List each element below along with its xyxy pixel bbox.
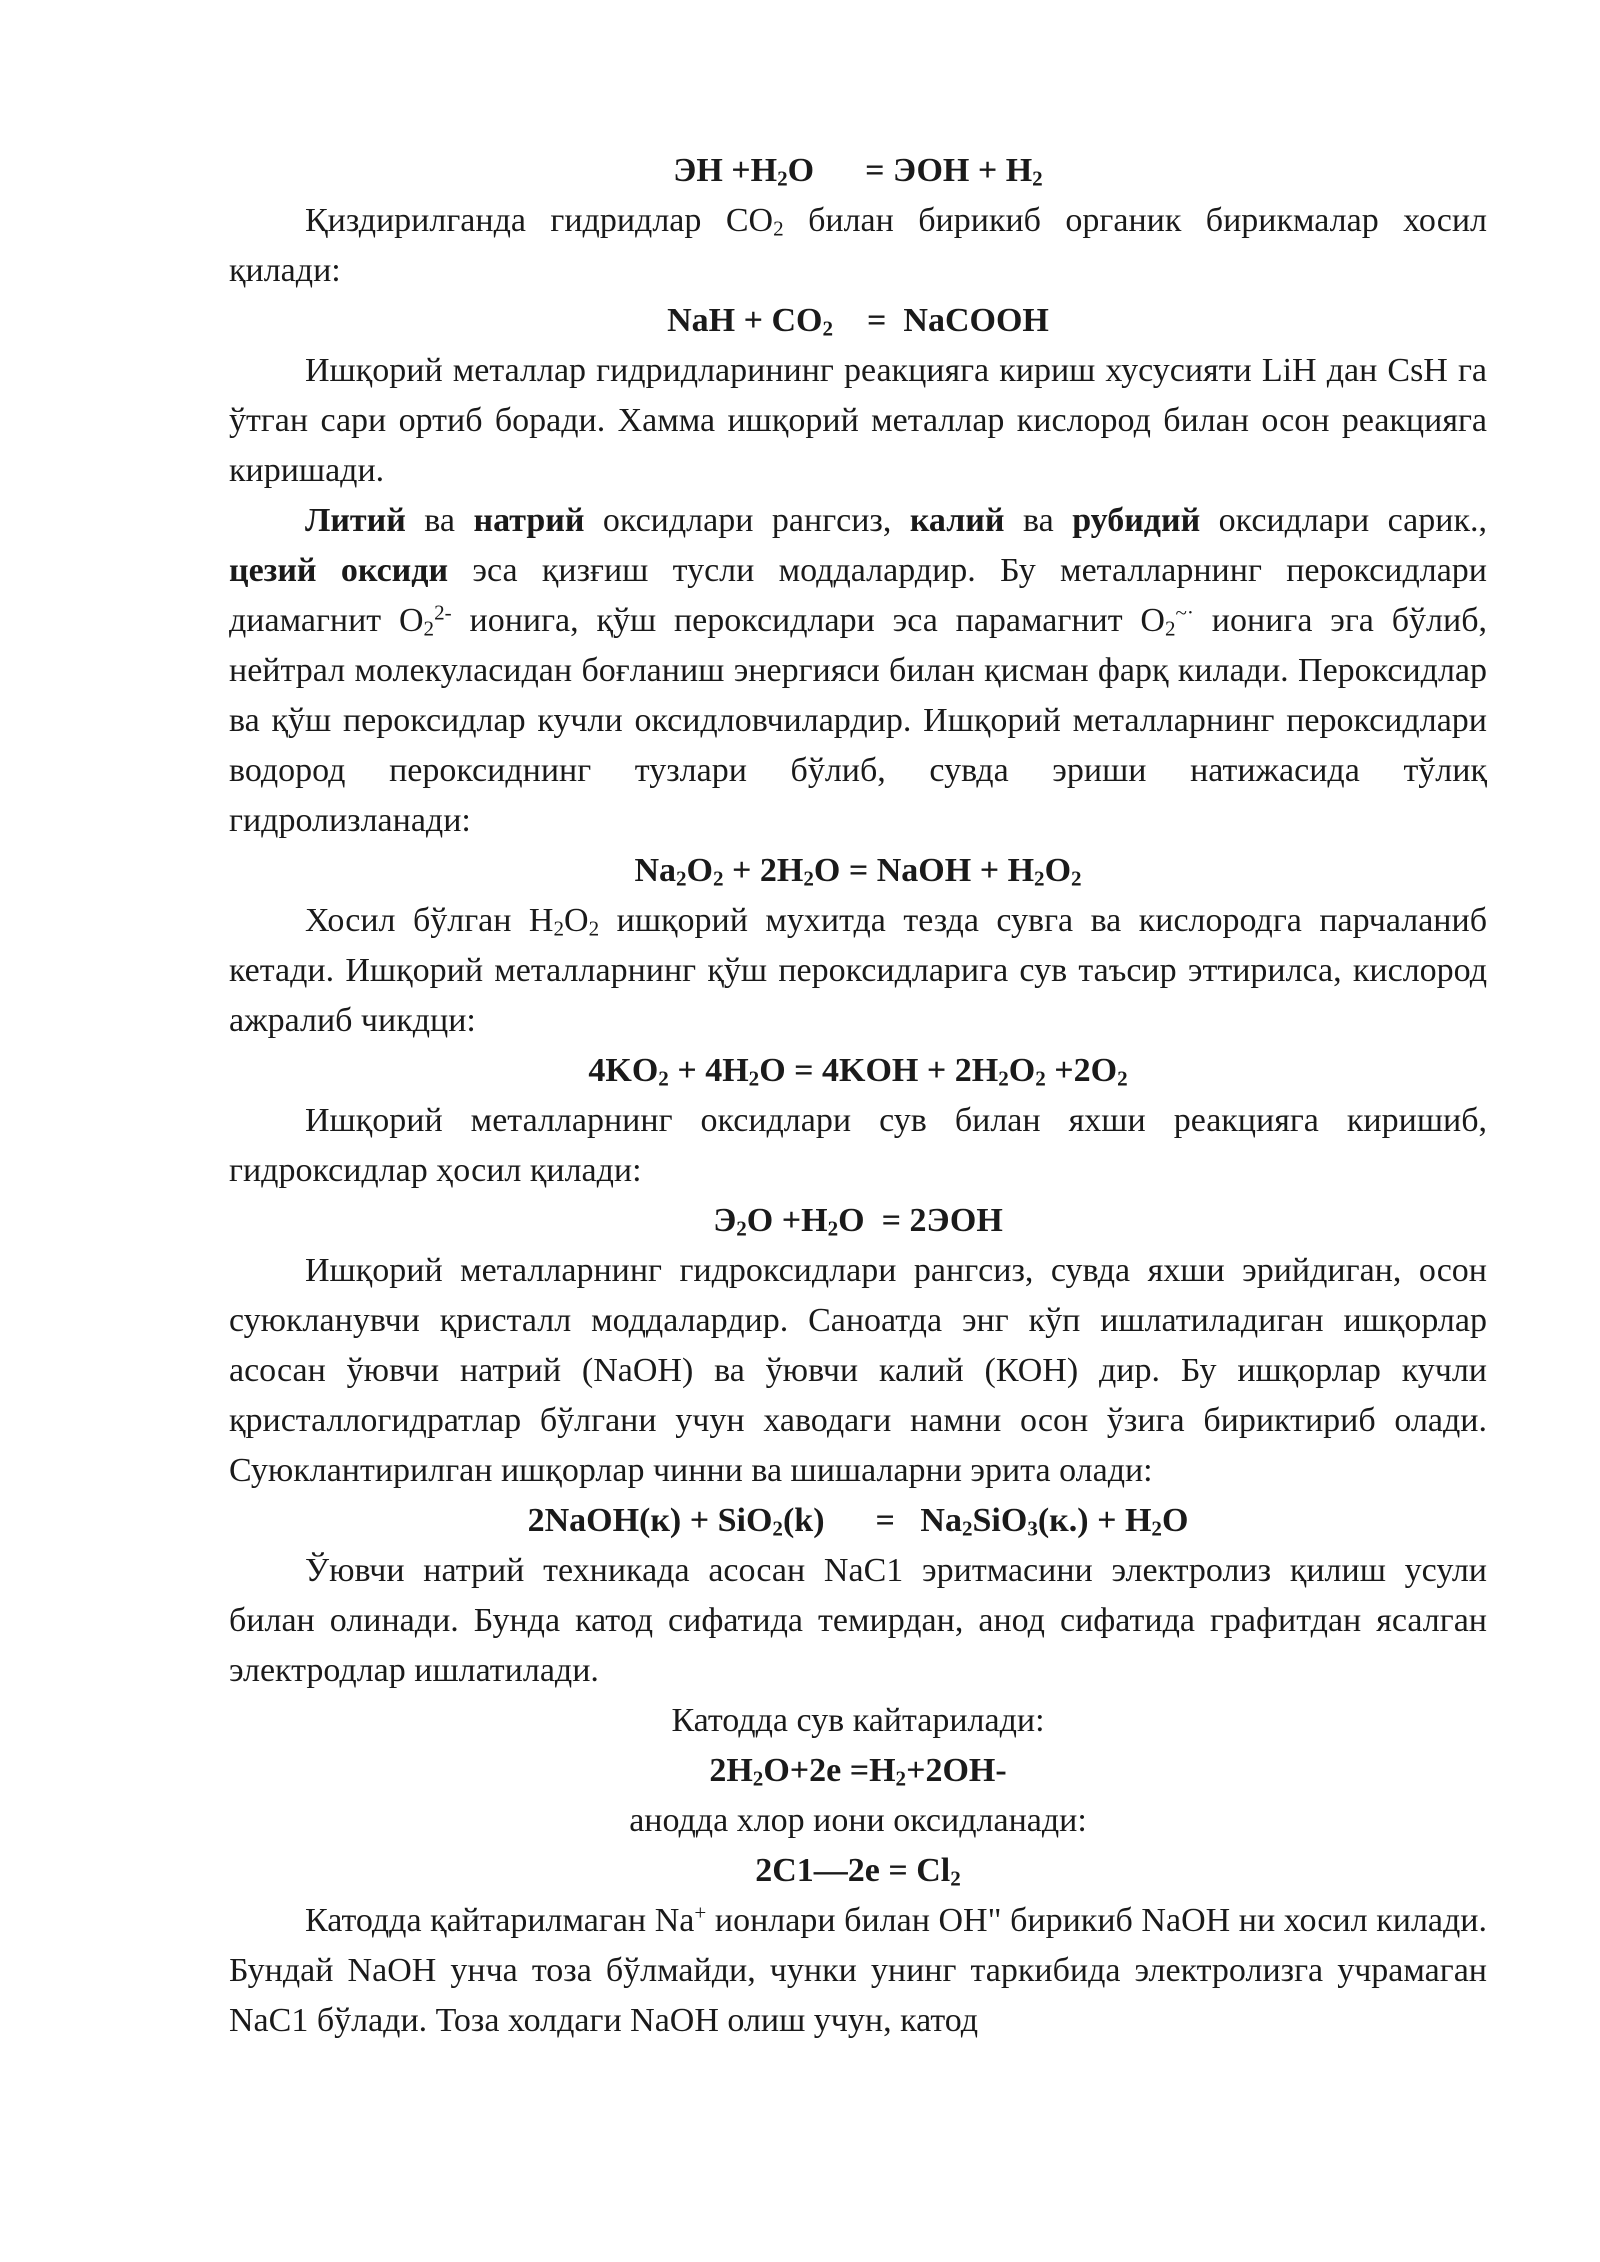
equation-hydride-water: ЭН $+Н_2О$ = ЭОН + $Н_2$ [673,152,1043,191]
equation-anode: 2C1—2e = $Cl_2$ [755,1852,961,1891]
equation-nah-co2: NaH + $CO_2$ = NaCOOH [667,302,1049,341]
equation-ko2-water: $4KO_2 + 4H_2O = 4KOH + 2H_2O_2 +2O_2$ [588,1052,1128,1091]
paragraph-hydroxides: Ишқорий металларнинг гидроксидлари рангсиз, сувда яхши эрийдиган, осон суюкланувчи қристалл моддалардир. Саноатда энг кўп ишлатиладиган ишқорлар асосан ўювчи натрий (NaOH) ва ўювчи калий (КОН) дир. Бу ишқорлар кучли қристаллогидратлар бўлгани учун хаводаги намни осон ўзига бириктириб олади. Суюклантирилган ишқорлар чинни ва шишаларни эрита олади: [229,1252,1487,1489]
caption-cathode: Катодда сув кайтарилади: [671,1702,1045,1739]
equation-na2o2-water: $Na_2O_2 + 2H_2O$ = NaOH + $H_2O_2$ [634,852,1082,891]
document-page [229,146,1487,2046]
paragraph-naoh-purity: Катодда қайтарилмаган Na+ ионлари билан ОН" бирикиб NaOH ни хосил килади. Бундай NaOH унча тоза бўлмайди, чунки унинг таркибида электролизга учрамаган NaC1 бўлади. Тоза холдаги NaOH олиш учун, катод [229,1900,1487,2039]
paragraph-hydride-co2: Қиздирилганда гидридлар $СО_2$ билан бирикиб органик бирикмалар хосил қилади: [229,202,1487,289]
paragraph-hydride-reactivity: Ишқорий металлар гидридларининг реакцияга кириш хусусияти LiH дан CsH га ўтган сари ортиб боради. Хамма ишқорий металлар кислород билан осон реакцияга киришади. [229,352,1487,489]
equation-oxide-hydroxide: $Э_2О +Н_2О = 2ЭОН$ [713,1202,1003,1241]
equation-naoh-sio2: 2NaOH(к) + SiO$_2$(k) = $Na_2SiO_3(к.) + H_2O$ [527,1502,1189,1541]
caption-anode: анодда хлор иони оксидланади: [629,1802,1087,1839]
paragraph-oxides-peroxides: Литий ва натрий оксидлари рангсиз, калий ва рубидий оксидлари сарик., цезий оксиди эса қизғиш тусли моддалардир. Бу металларнинг пероксидлари диамагнит $O_2^{2-}$ ионига, қўш пероксидлари эса парамагнит $O_2^{\sim\cdot}$ ионига эга бўлиб, нейтрал молекуласидан боғланиш энергияси билан қисман фарқ килади. Пероксидлар ва қўш пероксидлар кучли оксидловчилардир. Ишқорий металларнинг пероксидлари водород пероксиднинг тузлари бўлиб, сувда эриши натижасида тўлиқ гидролизланади: [229,502,1487,839]
paragraph-electrolysis: Ўювчи натрий техникада асосан NaC1 эритмасини электролиз қилиш усули билан олинади. Бунда катод сифатида темирдан, анод сифатида графитдан ясалган электродлар ишлатилади. [229,1552,1487,1689]
paragraph-h2o2-decomposition: Хосил бўлган $Н_2О_2$ ишқорий мухитда тезда сувга ва кислородга парчаланиб кетади. Ишқорий металларнинг қўш пероксидларига сув таъсир эттирилса, кислород ажралиб чикдци: [229,902,1487,1039]
paragraph-oxides-water: Ишқорий металларнинг оксидлари сув билан яхши реакцияга киришиб, гидроксидлар ҳосил қилади: [229,1102,1487,1189]
equation-cathode: $2H_2O+2e =H_2+2OH-$ [709,1752,1007,1791]
